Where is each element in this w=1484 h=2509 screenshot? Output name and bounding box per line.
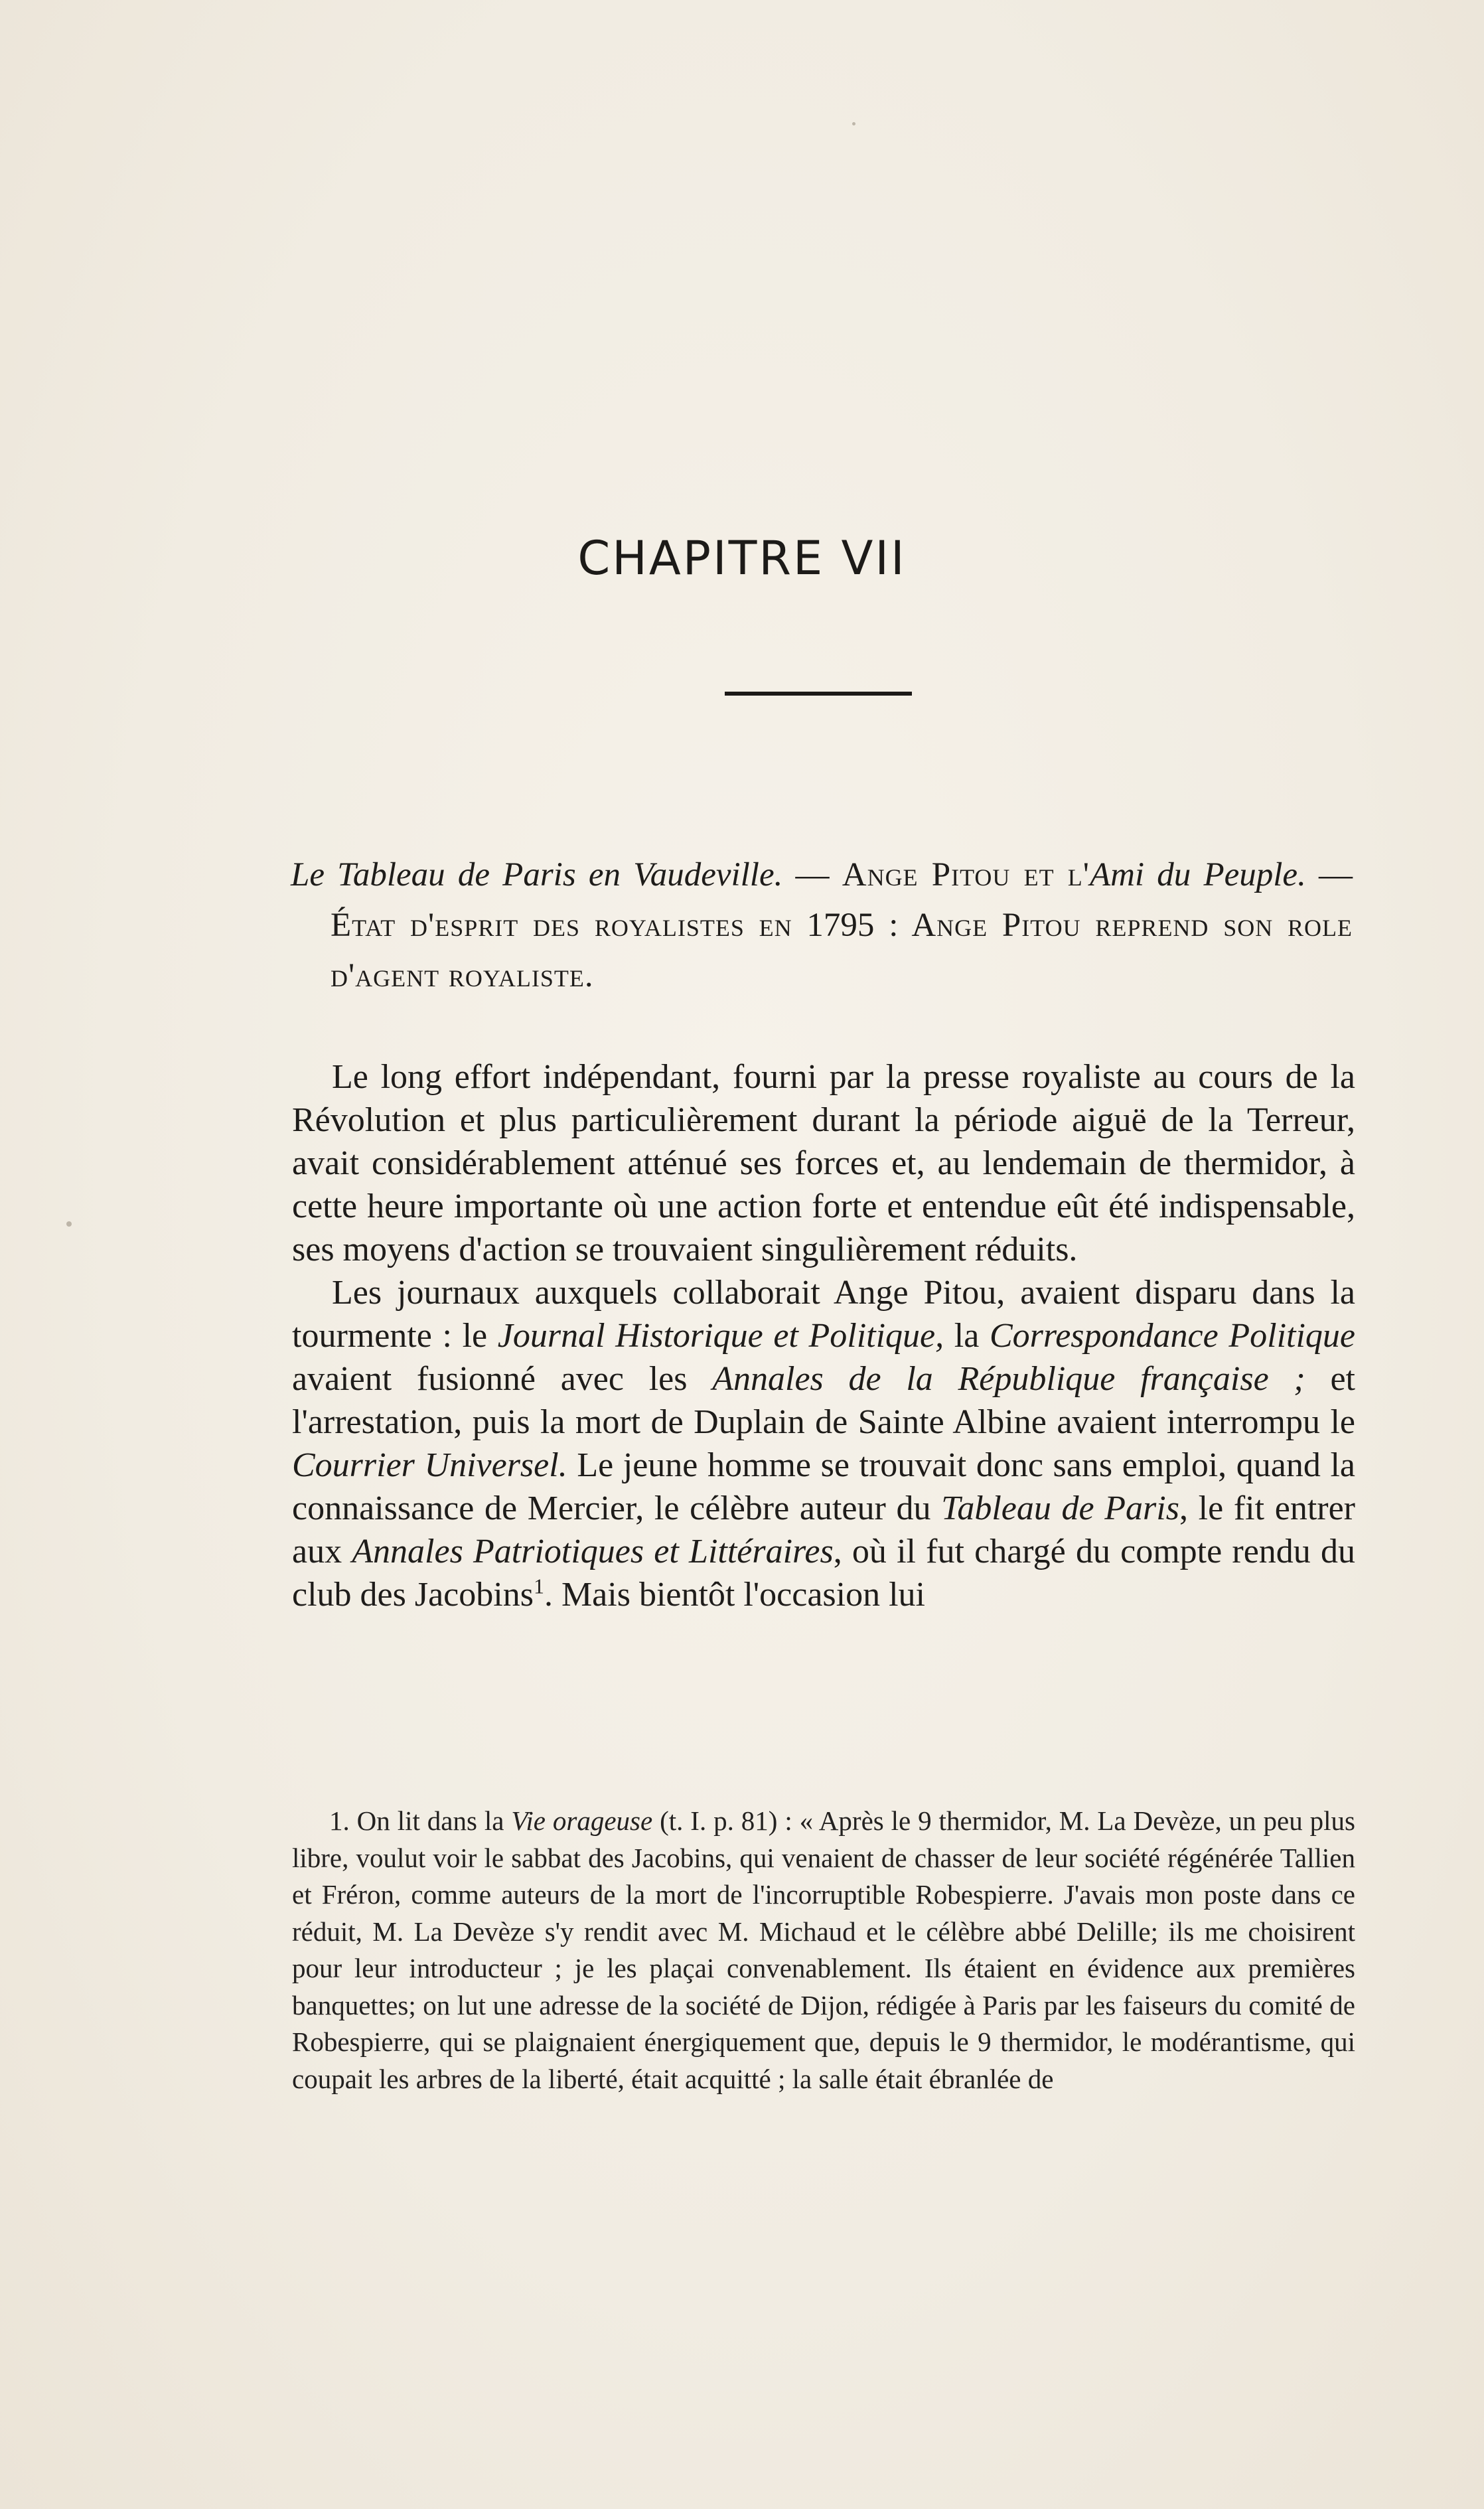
footnote-text: 1. On lit dans la [329, 1805, 512, 1836]
paper-speck [66, 1221, 72, 1227]
chapter-summary [291, 850, 1353, 1001]
summary-dash: — [1305, 856, 1353, 893]
footnote-text: (t. I. p. 81) : « Après le 9 thermidor, M. La Devèze, un peu plus libre, voulut voir le sabbat des Jacobins, qui venaient de chasser de leur société régénérée Tallien et Fréron, comme auteurs de la mort de l'incorruptible Robespierre. J'avais mon poste dans ce réduit, M. La Devèze s'y rendit avec M. Michaud et le célèbre abbé Delille; ils me choisirent pour leur introducteur ; je les plaçai convenablement. Ils étaient en évidence aux premières banquettes; on lut une adresse de la société de Dijon, rédigée à Paris par les faiseurs du comité de Robespierre, qui se plaignaient énergiquement que, depuis le 9 thermidor, le modérantisme, qui coupait les arbres de la liberté, était acquitté ; la salle était ébranlée de [292, 1805, 1355, 2094]
text-run: Le jeune homme se trouvait donc sans emploi, quand la connaissance de Mercier, le célèbre auteur du [292, 1446, 1355, 1527]
footnote-reference[interactable]: 1 [533, 1574, 544, 1598]
summary-dash: — [782, 856, 842, 893]
text-run: , où il fut chargé du compte rendu du club des Jacobins [292, 1533, 1355, 1614]
journal-title: Journal Historique et Politique, [497, 1317, 944, 1355]
summary-year: 1795 [806, 907, 875, 944]
footnote-book-title: Vie orageuse [511, 1805, 653, 1836]
journal-title: Correspondance Politique [990, 1317, 1355, 1355]
text-run: Les journaux auxquels collaborait Ange Pitou, avaient disparu dans la tourmente : le [292, 1274, 1355, 1355]
paragraph-2 [292, 1271, 1355, 1616]
paper-speck [852, 122, 855, 125]
summary-agent-royaliste: : Ange Pitou reprend son role d'agent royaliste. [331, 907, 1353, 994]
text-run: . Mais bientôt l'occasion lui [544, 1576, 925, 1614]
journal-title: Tableau de Paris [941, 1489, 1179, 1527]
text-run: , le fit entrer aux [292, 1489, 1355, 1570]
text-run: avaient fusionné avec les [292, 1360, 713, 1398]
summary-etat-esprit: État d'esprit des royalistes en [331, 907, 807, 944]
text-run: la [944, 1317, 990, 1355]
body-text [292, 1055, 1355, 1616]
title-divider [725, 692, 912, 696]
footnote [292, 1803, 1355, 2097]
summary-ange-pitou: Ange Pitou et l' [842, 856, 1090, 893]
summary-title-vaudeville: Le Tableau de Paris en Vaudeville. [291, 856, 783, 893]
chapter-title: CHAPITRE VII [577, 531, 907, 585]
journal-title: Courrier Universel. [292, 1446, 567, 1484]
text-run: et l'arrestation, puis la mort de Duplain de Sainte Albine avaient interrompu le [292, 1360, 1355, 1441]
journal-title: Annales Patriotiques et Littéraires [352, 1533, 834, 1570]
journal-title: Annales de la République française ; [712, 1360, 1305, 1398]
paragraph-1: Le long effort indépendant, fourni par la presse royaliste au cours de la Révolution et plus particulièrement durant la période aiguë de la Terreur, avait considérablement atténué ses forces et, au lendemain de thermidor, à cette heure importante où une action forte et entendue eût été indispensable, ses moyens d'action se trouvaient singulièrement réduits. [292, 1058, 1355, 1268]
summary-text [291, 850, 1353, 1001]
summary-ami-du-peuple: Ami du Peuple. [1089, 856, 1306, 893]
